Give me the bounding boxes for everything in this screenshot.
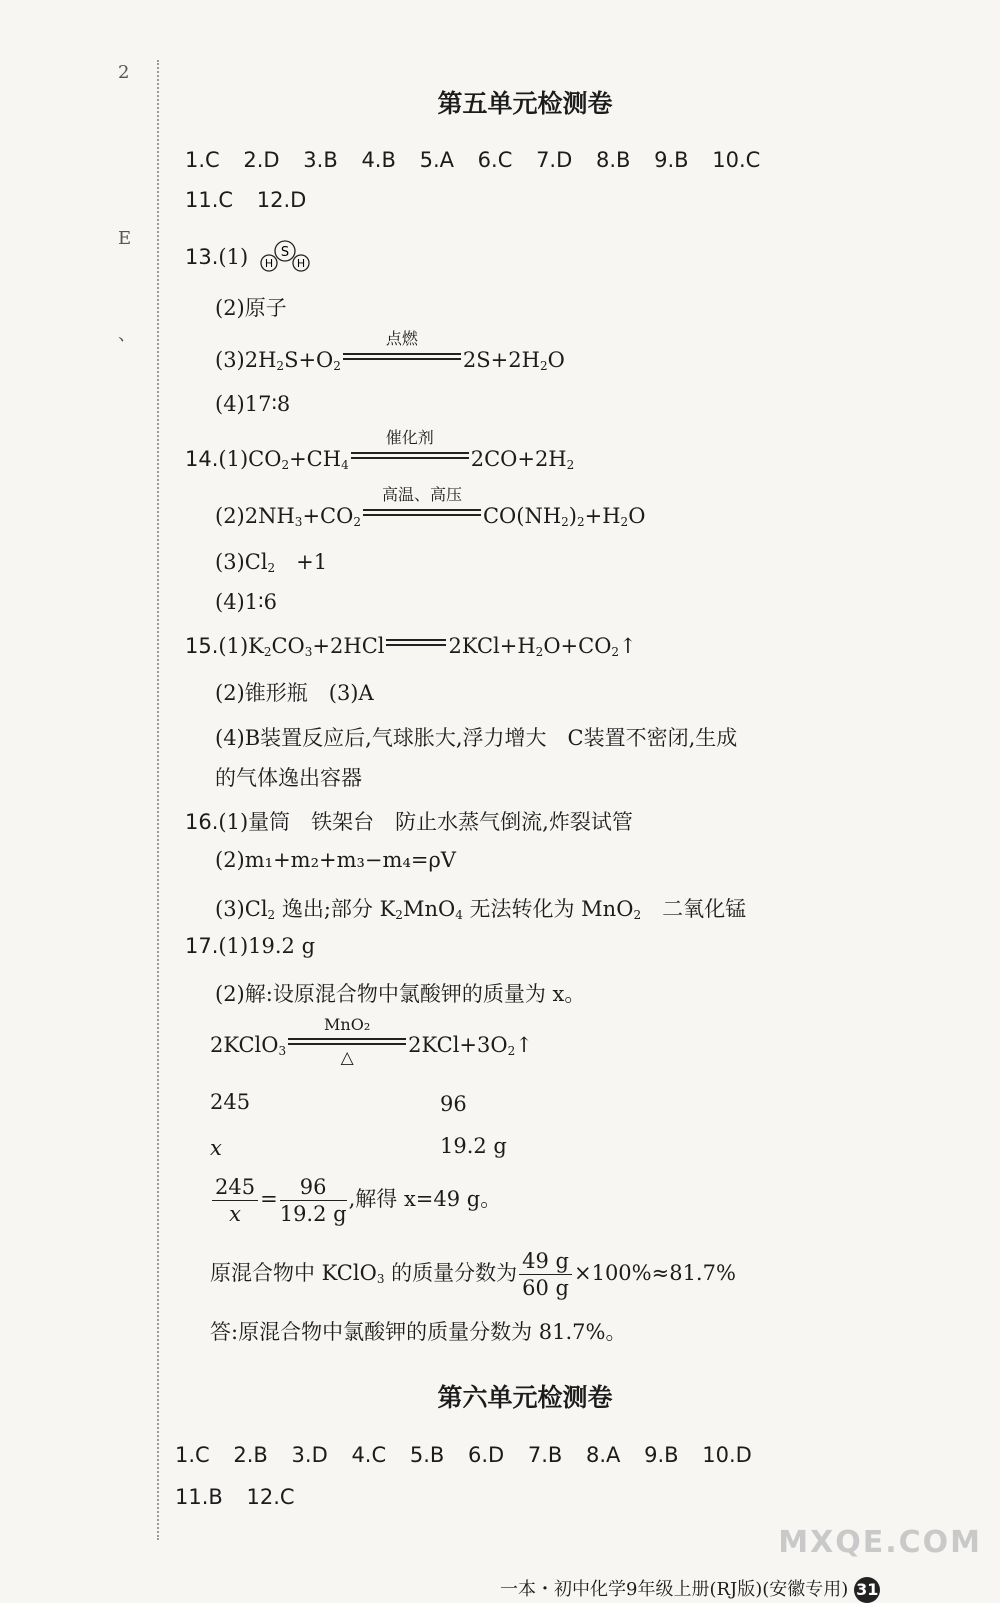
page-footer [500, 1575, 880, 1603]
fraction-numerator: 96 [280, 1174, 347, 1201]
q17-part1: 17.(1)19.2 g [185, 934, 316, 958]
q14-part1-equation: $14.(1)CO_2+CH_4$ 催化剂 $2CO+2H_2$ [185, 447, 574, 472]
section5-answers-row2 [185, 188, 323, 212]
q17-proportion: $\frac{245}{x}$ = $\frac{96}{19.2 g}$ ,解得 x=49 g。 [210, 1174, 501, 1227]
q16-part1: 16.(1)量筒 铁架台 防止水蒸气倒流,炸裂试管 [185, 810, 633, 834]
q17-answer: 答:原混合物中氯酸钾的质量分数为 81.7%。 [210, 1320, 627, 1344]
reaction-condition: 点燃 [385, 329, 418, 348]
q14-part3: $(3)Cl_2$ +1 [215, 550, 328, 575]
q15-part4-line2: 的气体逸出容器 [215, 766, 362, 790]
h2s-molecule-diagram [255, 240, 315, 274]
q17-ratio-row1-left: 245 [210, 1090, 251, 1114]
fraction-denominator: 60 g [522, 1276, 569, 1300]
q17-mass-fraction: 原混合物中 KClO$_3$ 的质量分数为 $\frac{49 g}{60 g}$ ×100%≈81.7% [210, 1249, 736, 1300]
reaction-catalyst: MnO₂ [324, 1015, 371, 1034]
answer-item: 1.C [175, 1443, 210, 1467]
answer-item: 10.C [712, 148, 761, 172]
answer-item: 12.D [256, 188, 307, 212]
q17-ratio-row1-right: 96 [440, 1092, 467, 1116]
q15-part1-equation: $15.(1)K_2CO_3+2HCl$ $2KCl+H_2O+CO_2↑$ [185, 634, 637, 659]
answer-item: 4.B [361, 148, 396, 172]
answer-item: 8.A [586, 1443, 621, 1467]
fraction-denominator: 19.2 g [279, 1202, 347, 1226]
margin-mark: 2 [118, 62, 130, 83]
answer-item: 1.C [185, 148, 220, 172]
answer-item: 3.B [303, 148, 338, 172]
answer-item: 10.D [702, 1443, 752, 1467]
q14-part2-equation: $(2)2NH_3+CO_2$ 高温、高压 $CO(NH_2)_2+H_2O$ [215, 504, 645, 529]
page-number: 31 [854, 1577, 880, 1603]
question-number: 17. [185, 934, 219, 958]
footer-text: 一本・初中化学9年级上册(RJ版)(安徽专用) [500, 1579, 849, 1600]
q15-part2-3: (2)锥形瓶 (3)A [215, 681, 374, 705]
answer-item: 9.B [644, 1443, 679, 1467]
q17-part2-setup: (2)解:设原混合物中氯酸钾的质量为 x。 [215, 982, 586, 1006]
answer-item: 5.B [409, 1443, 445, 1467]
answer-item: 5.A [419, 148, 454, 172]
q13-part3-equation: $(3)2H_2S+O_2$ 点燃 $2S+2H_2O$ [215, 348, 565, 373]
q17-ratio-row2-left: x [210, 1136, 222, 1160]
section5-answers-row1 [185, 148, 777, 172]
q17-equation: 2KClO$_3$ MnO₂ △ $2KCl+3O_2↑$ [210, 1015, 533, 1068]
answer-item: 2.B [233, 1443, 268, 1467]
answer-item: 8.B [595, 148, 631, 172]
molecule-atom: H [264, 257, 273, 270]
molecule-atom: S [280, 245, 289, 260]
q16-part3: $(3)Cl_2$ 逸出;部分 $K_2MnO_4$ 无法转化为 MnO$_2$ 二氧化锰 [215, 897, 747, 922]
reaction-condition: 催化剂 [385, 428, 434, 447]
q16-part2: (2)m₁+m₂+m₃−m₄=ρV [215, 848, 456, 872]
section6-title: 第六单元检测卷 [437, 1383, 613, 1412]
answer-item: 3.D [291, 1443, 328, 1467]
question-number: 13. [185, 245, 219, 269]
q13-part2: (2)原子 [215, 296, 287, 320]
fraction-denominator: x [229, 1202, 241, 1226]
section6-answers-row1 [175, 1443, 769, 1467]
section5-title: 第五单元检测卷 [437, 89, 613, 118]
answer-item: 6.D [467, 1443, 505, 1467]
answer-item: 7.D [536, 148, 573, 172]
reaction-condition: 高温、高压 [381, 485, 462, 504]
q17-ratio-row2-right: 19.2 g [440, 1134, 507, 1158]
fraction-numerator: 49 g [519, 1248, 572, 1275]
q15-part4-line1: (4)B装置反应后,气球胀大,浮力增大 C装置不密闭,生成 [215, 726, 738, 750]
answer-item: 4.C [351, 1443, 387, 1467]
answer-item: 11.B [175, 1485, 223, 1509]
answer-item: 6.C [477, 148, 513, 172]
part-label: (1) [218, 245, 249, 269]
heat-symbol: △ [340, 1048, 354, 1068]
answer-item: 12.C [246, 1485, 295, 1509]
fraction-numerator: 245 [212, 1174, 258, 1201]
question-number: 14. [185, 447, 219, 471]
section6-answers-row2 [175, 1485, 312, 1509]
answer-item: 11.C [185, 188, 234, 212]
q13-part4: (4)17∶8 [215, 392, 291, 416]
answer-item: 7.B [527, 1443, 563, 1467]
binding-margin-line [157, 60, 159, 1540]
question-number: 16. [185, 810, 219, 834]
q14-part4: (4)1∶6 [215, 590, 277, 614]
q13-part1 [185, 240, 315, 274]
molecule-atom: H [296, 257, 305, 270]
question-number: 15. [185, 634, 219, 658]
watermark: MXQE.COM [778, 1525, 982, 1560]
margin-mark: 、 [118, 324, 136, 345]
margin-mark: E [118, 228, 132, 249]
answer-item: 9.B [654, 148, 689, 172]
answer-item: 2.D [243, 148, 280, 172]
